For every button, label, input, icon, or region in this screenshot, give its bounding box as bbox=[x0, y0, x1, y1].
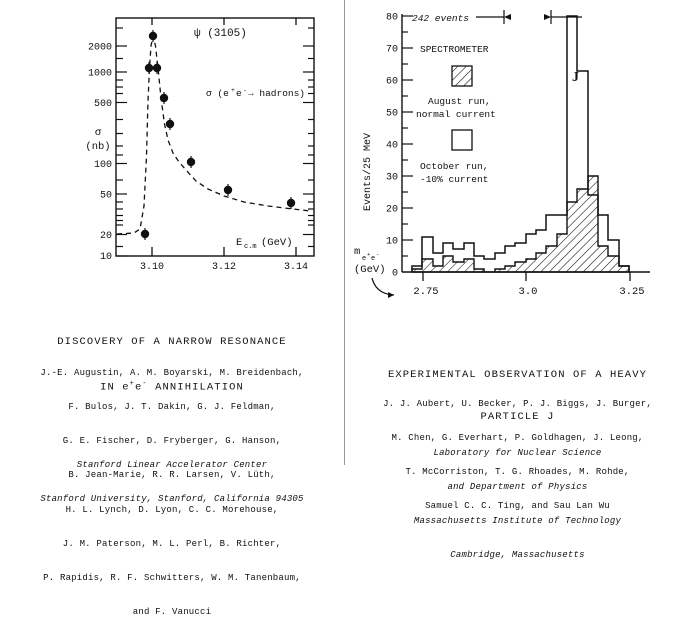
svg-text:e: e bbox=[371, 255, 376, 263]
x-axis-arrowhead bbox=[388, 292, 394, 298]
x-axis-ticks bbox=[423, 272, 630, 281]
svg-text:+: + bbox=[367, 251, 371, 258]
affiliation-line: Stanford Linear Accelerator Center bbox=[76, 459, 268, 470]
legend-swatch-august bbox=[452, 66, 472, 86]
psi-resonance-svg bbox=[78, 6, 328, 301]
j-particle-chart bbox=[350, 4, 670, 324]
svg-text:3.25: 3.25 bbox=[619, 286, 645, 298]
left-caption-title-line1: DISCOVERY OF A NARROW RESONANCE bbox=[57, 336, 287, 348]
svg-text:ψ (3105): ψ (3105) bbox=[194, 28, 247, 40]
svg-text:80: 80 bbox=[385, 12, 398, 24]
legend-label-october-1: October run, bbox=[420, 161, 489, 172]
author-line: F. Bulos, J. T. Dakin, G. J. Feldman, bbox=[68, 402, 276, 413]
affiliation-line: Laboratory for Nuclear Science bbox=[433, 447, 602, 458]
author-line: P. Rapidis, R. F. Schwitters, W. M. Tanenbaum, bbox=[43, 573, 301, 584]
author-line: B. Jean-Marie, R. R. Larsen, V. Lüth, bbox=[68, 470, 276, 481]
svg-text:→ hadrons): → hadrons) bbox=[248, 88, 306, 99]
svg-text:50: 50 bbox=[385, 108, 398, 120]
right-caption-title-line2: PARTICLE J bbox=[480, 411, 555, 423]
legend bbox=[416, 44, 496, 185]
author-line: G. E. Fischer, D. Fryberger, G. Hanson, bbox=[62, 436, 282, 447]
cross-section-annotation bbox=[206, 87, 305, 99]
svg-text:E: E bbox=[236, 237, 243, 249]
events-count-label: 242 events bbox=[412, 13, 470, 24]
svg-text:40: 40 bbox=[385, 140, 398, 152]
author-line: Samuel C. C. Ting, and Sau Lan Wu bbox=[425, 501, 610, 512]
left-affiliation bbox=[0, 437, 344, 528]
svg-text:σ: σ bbox=[94, 127, 102, 139]
author-line: T. McCorriston, T. G. Rhoades, M. Rohde, bbox=[405, 467, 630, 478]
peak-label-j: J bbox=[572, 70, 579, 85]
svg-text:3.12: 3.12 bbox=[211, 262, 237, 273]
affiliation-line: and Department of Physics bbox=[447, 482, 588, 493]
j-particle-svg bbox=[350, 4, 670, 324]
author-line: J. J. Aubert, U. Becker, P. J. Biggs, J. Burger, bbox=[383, 398, 652, 409]
svg-text:-: - bbox=[376, 251, 380, 258]
left-panel bbox=[0, 0, 344, 618]
svg-text:2000: 2000 bbox=[87, 42, 112, 54]
svg-text:1000: 1000 bbox=[87, 68, 112, 80]
svg-text:500: 500 bbox=[93, 99, 112, 110]
y-axis-title: Events/25 MeV bbox=[363, 132, 374, 212]
resonance-annotation bbox=[194, 28, 247, 40]
svg-text:10: 10 bbox=[99, 252, 112, 263]
svg-text:3.14: 3.14 bbox=[283, 262, 309, 273]
svg-text:+: + bbox=[231, 87, 235, 94]
svg-text:0: 0 bbox=[391, 268, 398, 280]
svg-text:50: 50 bbox=[99, 190, 112, 202]
histogram-august-hatched bbox=[412, 176, 629, 272]
svg-text:20: 20 bbox=[99, 231, 112, 242]
x-axis-ticks bbox=[152, 18, 296, 256]
author-line: H. L. Lynch, D. Lyon, C. C. Morehouse, bbox=[65, 504, 279, 515]
plot-frame bbox=[116, 18, 314, 256]
y-axis-ticks bbox=[116, 28, 127, 256]
svg-text:(nb): (nb) bbox=[85, 141, 111, 153]
svg-text:60: 60 bbox=[385, 76, 398, 88]
affiliation-line: Stanford University, Stanford, California 94305 bbox=[40, 494, 304, 505]
svg-text:e: e bbox=[362, 255, 367, 263]
svg-text:30: 30 bbox=[385, 172, 398, 184]
svg-text:σ (e: σ (e bbox=[206, 88, 229, 99]
author-line: M. Chen, G. Everhart, P. Goldhagen, J. Leong, bbox=[391, 433, 644, 444]
data-points bbox=[141, 30, 295, 240]
svg-text:20: 20 bbox=[385, 204, 398, 216]
svg-text:(GeV): (GeV) bbox=[354, 264, 386, 276]
psi-resonance-chart bbox=[78, 6, 328, 301]
legend-label-august-1: August run, bbox=[428, 96, 491, 107]
right-panel bbox=[345, 0, 690, 561]
legend-label-october-2: -10% current bbox=[420, 174, 489, 185]
left-caption-title-line2: IN e+e- ANNIHILATION bbox=[100, 380, 244, 394]
x-axis-labels bbox=[140, 262, 308, 273]
y-axis-title bbox=[85, 127, 110, 153]
svg-text:-: - bbox=[243, 87, 247, 94]
affiliation-line: Massachusetts Institute of Technology bbox=[413, 516, 622, 527]
y-axis-ticks bbox=[402, 16, 413, 256]
svg-text:70: 70 bbox=[385, 44, 398, 56]
events-annotation bbox=[412, 10, 582, 24]
svg-text:3.0: 3.0 bbox=[518, 286, 538, 298]
legend-label-august-2: normal current bbox=[416, 109, 496, 120]
x-axis-arrow bbox=[372, 278, 394, 295]
y-axis-ticks-right bbox=[303, 28, 314, 247]
svg-text:2.75: 2.75 bbox=[413, 286, 439, 298]
right-affiliation bbox=[345, 425, 690, 585]
legend-swatch-october bbox=[452, 130, 472, 150]
author-line: J.-E. Augustin, A. M. Boyarski, M. Breidenbach, bbox=[40, 367, 304, 378]
y-axis-labels bbox=[386, 13, 398, 280]
svg-text:c.m: c.m bbox=[244, 243, 257, 251]
x-axis-title bbox=[354, 246, 386, 276]
legend-title: SPECTROMETER bbox=[420, 44, 489, 55]
x-axis-labels bbox=[413, 286, 644, 298]
svg-text:(GeV): (GeV) bbox=[261, 237, 293, 249]
svg-text:3.10: 3.10 bbox=[139, 262, 165, 273]
svg-text:m: m bbox=[354, 246, 361, 258]
author-line: and F. Vanucci bbox=[132, 607, 212, 618]
author-line: J. M. Paterson, M. L. Perl, B. Richter, bbox=[62, 538, 282, 549]
svg-text:10: 10 bbox=[385, 236, 398, 248]
x-axis-title bbox=[236, 237, 293, 251]
svg-text:100: 100 bbox=[93, 160, 112, 171]
svg-text:e: e bbox=[236, 88, 242, 99]
right-caption-title-line1: EXPERIMENTAL OBSERVATION OF A HEAVY bbox=[387, 369, 648, 381]
affiliation-line: Cambridge, Massachusetts bbox=[450, 550, 585, 561]
